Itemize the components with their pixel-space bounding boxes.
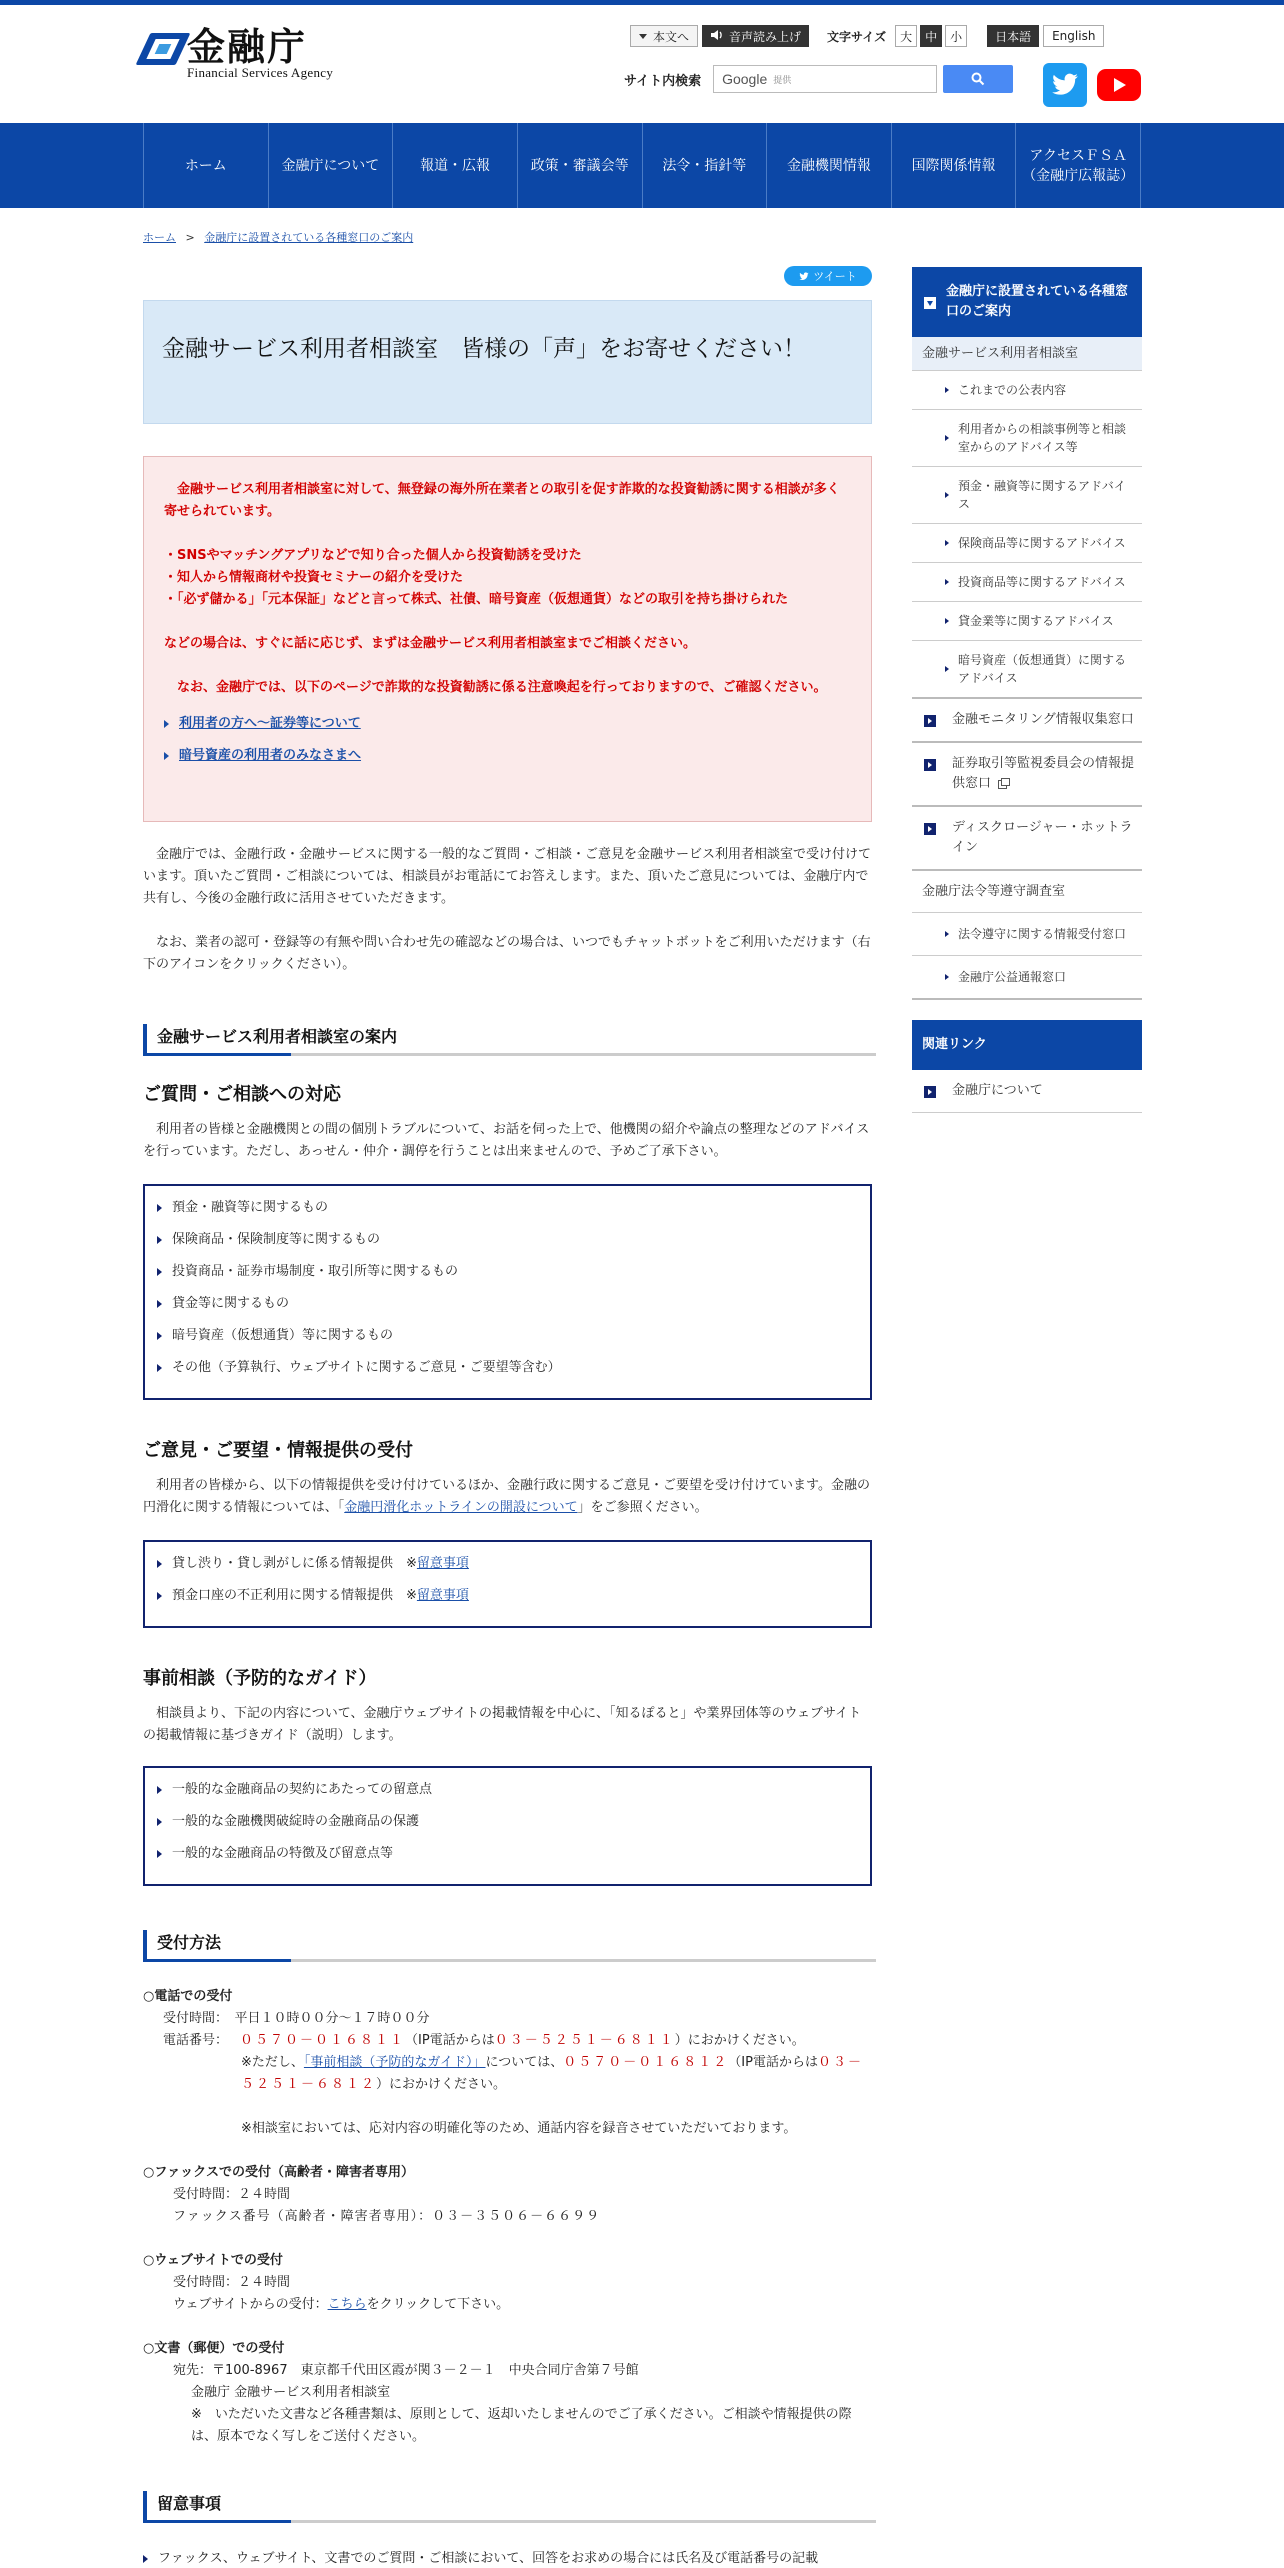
sidebar-sub-item[interactable]: 暗号資産（仮想通貨）に関するアドバイス xyxy=(912,641,1142,699)
search-icon xyxy=(971,72,985,86)
nav-institutions[interactable]: 金融機関情報 xyxy=(767,123,892,208)
fax-heading: ○ファックスでの受付（高齢者・障害者専用） xyxy=(143,2165,414,2180)
list-item: 貸し渋り・貸し剥がしに係る情報提供 ※留意事項 xyxy=(157,1554,858,1574)
notes-link[interactable]: 留意事項 xyxy=(416,1556,469,1571)
sidebar-item-disclosure[interactable]: ディスクロージャー・ホットライン xyxy=(912,807,1142,871)
intro-paragraph-2: なお、業者の認可・登録等の有無や問い合わせ先の確認などの場合は、いつでもチャットボットをご利用いただけます（右下のアイコンをクリックください）。 xyxy=(143,935,871,972)
list-item: ファックス、ウェブサイト、文書でのご質問・ご相談において、回答をお求めの場合には氏名及び電話番号の記載 xyxy=(143,2548,872,2568)
mail-reception xyxy=(143,2338,872,2448)
arrow-square-icon xyxy=(924,823,936,835)
arrow-square-icon xyxy=(924,715,936,727)
triangle-down-icon xyxy=(639,34,647,39)
list-item: 貸金等に関するもの xyxy=(157,1294,858,1314)
intro-paragraph-1: 金融庁では、金融行政・金融サービスに関する一般的なご質問・ご相談・ご意見を金融サービス利用者相談室で受け付けています。頂いたご質問・ご相談については、相談員がお電話にてお答えします。また、頂いたご意見については、金融庁内で共有し、今後の金融行政に活用させていただきます。 xyxy=(143,847,872,906)
mail-address: 宛先：〒100-8967 東京都千代田区霞が関３－２－１ 中央合同庁舎第７号館 xyxy=(173,2363,639,2378)
arrow-right-icon xyxy=(164,720,169,728)
sidebar-sub-item[interactable]: 利用者からの相談事例等と相談室からのアドバイス等 xyxy=(912,410,1142,467)
site-header xyxy=(0,5,1284,123)
subheading-opinions: ご意見・ご要望・情報提供の受付 xyxy=(143,1440,413,1461)
fsa-logo-icon xyxy=(143,29,185,69)
external-window-icon xyxy=(998,778,1010,789)
sidebar-sub-item[interactable]: 保険商品等に関するアドバイス xyxy=(912,524,1142,563)
list-item: 一般的な金融商品の契約にあたっての留意点 xyxy=(157,1780,858,1800)
voice-reader-button[interactable]: 音声読み上げ xyxy=(702,25,809,47)
sidebar-sub-item[interactable]: 投資商品等に関するアドバイス xyxy=(912,563,1142,602)
nav-policy[interactable]: 政策・審議会等 xyxy=(518,123,643,208)
font-size-large-button[interactable]: 大 xyxy=(895,25,917,47)
sidebar-sub-item[interactable]: 預金・融資等に関するアドバイス xyxy=(912,467,1142,524)
search-google-label: Google xyxy=(722,71,768,87)
information-provision-list xyxy=(143,1540,872,1628)
arrow-right-icon xyxy=(143,2555,148,2563)
list-item: 投資商品・証券市場制度・取引所等に関するもの xyxy=(157,1262,858,1282)
utility-bar xyxy=(630,25,1104,47)
phone-number[interactable]: ０５７０－０１６８１１ xyxy=(240,2033,406,2048)
language-switcher xyxy=(987,25,1104,47)
nav-laws[interactable]: 法令・指針等 xyxy=(643,123,768,208)
logo-japanese: 金融庁 xyxy=(187,24,308,69)
list-item: その他（予算執行、ウェブサイトに関するご意見・ご要望等含む） xyxy=(157,1358,858,1378)
preventive-guide-link[interactable]: 「事前相談（予防的なガイド）」 xyxy=(303,2055,486,2070)
arrow-right-icon xyxy=(157,1850,162,1858)
list-item: 預金・融資等に関するもの xyxy=(157,1198,858,1218)
site-logo[interactable] xyxy=(143,24,334,81)
lang-english-button[interactable]: English xyxy=(1043,25,1104,47)
sidebar xyxy=(912,267,1142,1113)
phone-heading: ○電話での受付 xyxy=(143,1989,233,2004)
mail-note: ※ いただいた文書など各種書類は、原則として、返却いたしませんのでご了承ください。ご相談や情報提供の際は、原本でなく写しをご送付ください。 xyxy=(191,2407,852,2444)
nav-international[interactable]: 国際関係情報 xyxy=(892,123,1017,208)
nav-press[interactable]: 報道・広報 xyxy=(393,123,518,208)
smoothing-hotline-link[interactable]: 金融円滑化ホットラインの開設について xyxy=(344,1500,578,1515)
arrow-right-icon xyxy=(157,1332,162,1340)
inquiry-topics-list xyxy=(143,1184,872,1400)
site-search xyxy=(624,65,1013,93)
sidebar-sub-item[interactable]: 金融庁公益通報窓口 xyxy=(912,956,1142,1000)
phone-note: ※ただし、「事前相談（予防的なガイド）」については、０５７０－０１６８１２（IP電話からは０３－５２５１－６８１２）におかけください。 xyxy=(241,2055,863,2092)
sidebar-heading[interactable]: 金融庁に設置されている各種窓口のご案内 xyxy=(912,267,1142,337)
alert-paragraph-2: などの場合は、すぐに話に応じず、まずは金融サービス利用者相談室までご相談ください。 xyxy=(164,636,696,651)
search-label: サイト内検索 xyxy=(624,73,702,89)
font-size-medium-button[interactable]: 中 xyxy=(920,25,942,47)
speaker-icon xyxy=(710,29,724,44)
nav-home[interactable]: ホーム xyxy=(144,123,269,208)
list-item: 預金口座の不正利用に関する情報提供 ※留意事項 xyxy=(157,1586,858,1606)
arrow-right-icon xyxy=(157,1236,162,1244)
global-nav xyxy=(0,123,1284,208)
sidebar-item-monitoring[interactable]: 金融モニタリング情報収集窓口 xyxy=(912,699,1142,743)
list-item: 保険商品・保険制度等に関するもの xyxy=(157,1230,858,1250)
sidebar-sub-item[interactable]: これまでの公表内容 xyxy=(912,371,1142,410)
web-heading: ○ウェブサイトでの受付 xyxy=(143,2253,283,2268)
arrow-right-icon xyxy=(157,1364,162,1372)
list-item: 一般的な金融商品の特徴及び留意点等 xyxy=(157,1844,858,1864)
lang-japanese-button[interactable]: 日本語 xyxy=(987,25,1039,47)
alert-line-2: ・知人から情報商材や投資セミナーの紹介を受けた xyxy=(164,570,464,585)
web-hours: 受付時間：２４時間 xyxy=(173,2275,291,2290)
inquiries-paragraph: 利用者の皆様と金融機関との間の個別トラブルについて、お話を伺った上で、他機関の紹介や論点の整理などのアドバイスを行っています。ただし、あっせん・仲介・調停を行うことは出来ませんので、予めご了承下さい。 xyxy=(143,1122,870,1159)
page-title: 金融サービス利用者相談室 皆様の「声」をお寄せください！ xyxy=(162,336,806,362)
breadcrumb xyxy=(143,229,413,245)
font-size-small-button[interactable]: 小 xyxy=(945,25,967,47)
preventive-guide-paragraph: 相談員より、下記の内容について、金融庁ウェブサイトの掲載情報を中心に、「知るぽると」や業界団体等のウェブサイトの掲載情報に基づきガイド（説明）します。 xyxy=(143,1706,862,1743)
related-link-about[interactable]: 金融庁について xyxy=(912,1070,1142,1113)
section-heading-reception: 受付方法 xyxy=(143,1930,872,1962)
font-size-label: 文字サイズ xyxy=(827,29,887,44)
arrow-right-icon xyxy=(157,1818,162,1826)
arrow-right-icon xyxy=(157,1786,162,1794)
section-heading-guide: 金融サービス利用者相談室の案内 xyxy=(143,1024,872,1056)
sidebar-section-consultation[interactable]: 金融サービス利用者相談室 xyxy=(912,337,1142,371)
arrow-square-icon xyxy=(924,759,936,771)
fraud-alert-box xyxy=(143,456,872,822)
page-title-box xyxy=(143,300,872,424)
related-links-heading: 関連リンク xyxy=(912,1020,1142,1070)
phone-reception xyxy=(143,1986,872,2140)
web-line: ウェブサイトからの受付：こちらをクリックして下さい。 xyxy=(173,2297,510,2312)
section-heading-notes: 留意事項 xyxy=(143,2491,872,2523)
search-provided-label: 提供 xyxy=(773,75,792,86)
arrow-right-icon xyxy=(157,1300,162,1308)
breadcrumb-home-link[interactable]: ホーム xyxy=(143,231,176,244)
opinions-paragraph: 利用者の皆様から、以下の情報提供を受け付けているほか、金融行政に関するご意見・ご要望を受け付けています。金融の円滑化に関する情報については、「金融円滑化ホットラインの開設について」をご参照ください。 xyxy=(143,1478,870,1515)
logo-english: Financial Services Agency xyxy=(187,65,334,80)
ip-phone-number[interactable]: ０３－５２５１－６８１１ xyxy=(494,2033,675,2048)
fax-reception xyxy=(143,2162,872,2228)
youtube-icon[interactable] xyxy=(1097,63,1141,107)
notes-link[interactable]: 留意事項 xyxy=(416,1588,469,1603)
web-reception xyxy=(143,2250,872,2316)
list-item: 一般的な金融機関破綻時の金融商品の保護 xyxy=(157,1812,858,1832)
mail-recipient: 金融庁 金融サービス利用者相談室 xyxy=(191,2385,391,2400)
phone-recording-note: ※相談室においては、応対内容の明確化等のため、通話内容を録音させていただいております。 xyxy=(241,2121,797,2136)
alert-line-3: ・「必ず儲かる」「元本保証」などと言って株式、社債、暗号資産（仮想通貨）などの取引を持ち掛けられた xyxy=(164,592,789,607)
breadcrumb-separator: > xyxy=(185,231,195,244)
phone-number-line: 電話番号： ０５７０－０１６８１１（IP電話からは０３－５２５１－６８１１）におかけください。 xyxy=(163,2033,805,2048)
sidebar-item-sesc[interactable]: 証券取引等監視委員会の情報提供窓口 xyxy=(912,743,1142,807)
mail-heading: ○文書（郵便）での受付 xyxy=(143,2341,285,2356)
sns-links xyxy=(1043,63,1141,107)
arrow-square-icon xyxy=(924,1086,936,1098)
search-input[interactable] xyxy=(713,65,937,93)
twitter-icon[interactable] xyxy=(1043,63,1087,107)
arrow-right-icon xyxy=(157,1560,162,1568)
list-item: 暗号資産（仮想通貨）等に関するもの xyxy=(157,1326,858,1346)
arrow-right-icon xyxy=(157,1268,162,1276)
arrow-right-icon xyxy=(157,1204,162,1212)
guide-phone-number[interactable]: ０５７０－０１６８１２ xyxy=(563,2055,729,2070)
fax-number: ファックス番号（高齢者・障害者専用）：０３－３５０６－６６９９ xyxy=(173,2209,601,2224)
alert-paragraph-3: なお、金融庁では、以下のページで詐欺的な投資勧誘に係る注意喚起を行っておりますので、ご確認ください。 xyxy=(177,680,827,695)
fax-hours: 受付時間：２４時間 xyxy=(173,2187,291,2202)
nav-access-fsa[interactable]: アクセスＦＳＡ （金融庁広報誌） xyxy=(1016,123,1141,208)
phone-hours: 受付時間： 平日１０時００分～１７時００分 xyxy=(163,2011,430,2026)
subheading-preventive-guide: 事前相談（予防的なガイド） xyxy=(143,1668,377,1689)
sidebar-section-compliance[interactable]: 金融庁法令等遵守調査室 xyxy=(912,871,1142,913)
alert-line-1: ・SNSやマッチングアプリなどで知り合った個人から投資勧誘を受けた xyxy=(164,548,582,563)
crypto-assets-link[interactable]: 暗号資産の利用者のみなさまへ xyxy=(179,748,362,763)
alert-paragraph-1: 金融サービス利用者相談室に対して、無登録の海外所在業者との取引を促す詐欺的な投資勧誘に関する相談が多く寄せられています。 xyxy=(164,482,840,519)
arrow-right-icon xyxy=(157,1592,162,1600)
subheading-inquiries: ご質問・ご相談への対応 xyxy=(143,1084,341,1105)
collapse-icon xyxy=(924,297,936,309)
preventive-guide-list xyxy=(143,1766,872,1886)
notes-list xyxy=(143,2548,872,2568)
tweet-button[interactable]: ツイート xyxy=(784,266,872,286)
nav-about[interactable]: 金融庁について xyxy=(269,123,394,208)
skip-to-content-button[interactable]: 本文へ xyxy=(630,25,698,47)
breadcrumb-current-link[interactable]: 金融庁に設置されている各種窓口のご案内 xyxy=(204,231,414,244)
twitter-bird-icon xyxy=(799,272,809,281)
sidebar-sub-item[interactable]: 法令遵守に関する情報受付窓口 xyxy=(912,913,1142,956)
guide-ip-phone-number[interactable]: ０３－５２５１－６８１２ xyxy=(241,2055,863,2092)
web-form-link[interactable]: こちら xyxy=(327,2297,367,2312)
securities-link[interactable]: 利用者の方へ～証券等について xyxy=(179,716,361,731)
sidebar-sub-item[interactable]: 貸金業等に関するアドバイス xyxy=(912,602,1142,641)
arrow-right-icon xyxy=(164,752,169,760)
search-button[interactable] xyxy=(943,65,1013,93)
